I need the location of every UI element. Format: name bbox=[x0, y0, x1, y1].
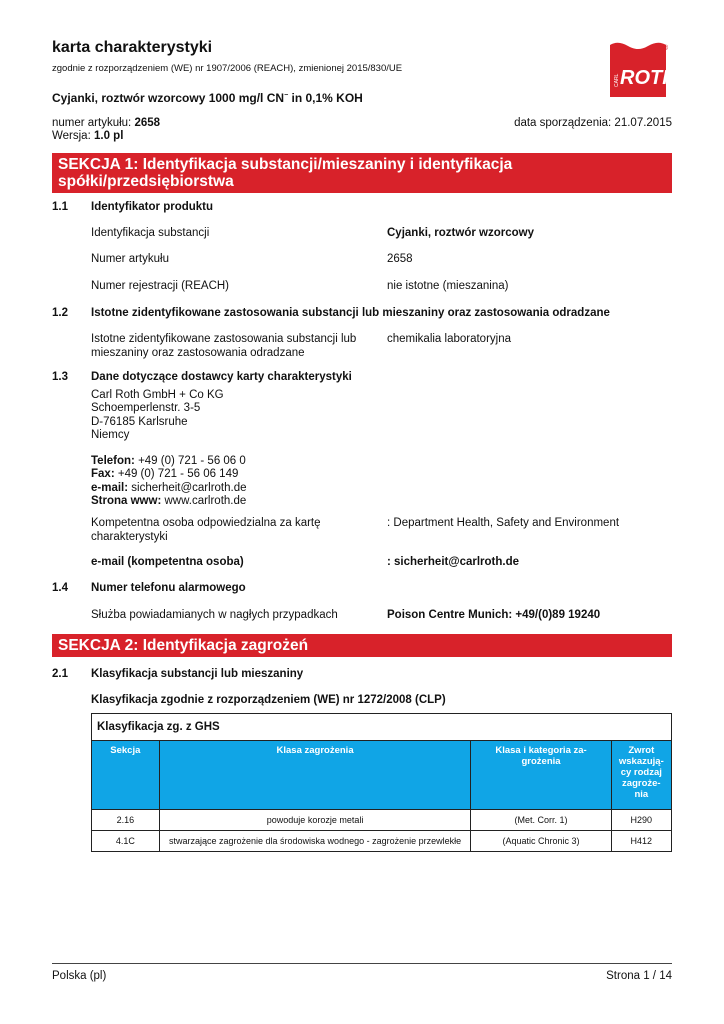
field-value-competent-person: : Department Health, Safety and Environment bbox=[387, 517, 620, 529]
footer-divider bbox=[52, 963, 672, 964]
ghs-table-title: Klasyfikacja zg. z GHS bbox=[92, 714, 672, 741]
field-label-article-number: Numer artykułu bbox=[91, 253, 169, 265]
product-name: Cyjanki, roztwór wzorcowy 1000 mg/l CN− in 0,1% KOH bbox=[52, 91, 363, 105]
field-value-uses: chemikalia laboratoryjna bbox=[387, 333, 512, 345]
cell-category: (Aquatic Chronic 3) bbox=[471, 831, 611, 852]
field-label-reach: Numer rejestracji (REACH) bbox=[91, 280, 230, 292]
column-header-statement: Zwrot wskazują- cy rodzaj zagroże- nia bbox=[611, 741, 671, 810]
field-value-reach: nie istotne (mieszanina) bbox=[387, 280, 509, 292]
carl-roth-logo bbox=[604, 40, 672, 97]
field-label-uses: Istotne zidentyfikowane zastosowania substancji lub mieszaniny oraz zastosowania odradzane bbox=[91, 333, 357, 359]
column-header-category: Klasa i kategoria za- grożenia bbox=[471, 741, 611, 810]
subsection-heading-1-2: Istotne zidentyfikowane zastosowania substancji lub mieszaniny oraz zastosowania odradzane bbox=[91, 307, 610, 319]
column-header-hazard-class: Klasa zagrożenia bbox=[159, 741, 471, 810]
table-row bbox=[92, 810, 672, 831]
column-header-section: Sekcja bbox=[92, 741, 160, 810]
phone-line: Telefon: +49 (0) 721 - 56 06 0 bbox=[91, 455, 246, 467]
cell-statement: H290 bbox=[611, 810, 671, 831]
registered-mark: ® bbox=[663, 45, 669, 52]
document-title: karta charakterystyki bbox=[52, 39, 213, 56]
article-number: numer artykułu: 2658 bbox=[52, 117, 161, 129]
cell-section: 2.16 bbox=[92, 810, 160, 831]
footer-page-number: Strona 1 / 14 bbox=[606, 970, 672, 982]
subsection-number-1-3: 1.3 bbox=[52, 371, 68, 383]
cell-section: 4.1C bbox=[92, 831, 160, 852]
cell-statement: H412 bbox=[611, 831, 671, 852]
subsection-number-1-2: 1.2 bbox=[52, 307, 68, 319]
field-value-emergency: Poison Centre Munich: +49/(0)89 19240 bbox=[387, 609, 601, 621]
email-line: e-mail: sicherheit@carlroth.de bbox=[91, 481, 247, 494]
logo-small-text: CARL bbox=[614, 73, 620, 87]
field-label-competent-person: Kompetentna osoba odpowiedzialna za kartę charakterystyki bbox=[91, 517, 321, 543]
ghs-classification-table bbox=[91, 713, 672, 852]
fax-line: Fax: +49 (0) 721 - 56 06 149 bbox=[91, 468, 239, 481]
section-2-header: SEKCJA 2: Identyfikacja zagrożeń bbox=[52, 634, 672, 657]
cell-hazard-class: powoduje korozje metali bbox=[159, 810, 471, 831]
website-line: Strona www: www.carlroth.de bbox=[91, 495, 247, 508]
creation-date: data sporządzenia: 21.07.2015 bbox=[514, 117, 672, 129]
document-subtitle: zgodnie z rozporządzeniem (WE) nr 1907/2006 (REACH), zmienionej 2015/830/UE bbox=[52, 63, 403, 74]
cell-hazard-class: stwarzające zagrożenie dla środowiska wodnego - zagrożenie przewlekłe bbox=[159, 831, 471, 852]
table-row bbox=[92, 831, 672, 852]
supplier-address: Carl Roth GmbH + Co KG Schoemperlenstr. 3-5 D-76185 Karlsruhe Niemcy bbox=[91, 389, 224, 442]
field-value-article-number: 2658 bbox=[387, 253, 413, 265]
field-value-substance-id: Cyjanki, roztwór wzorcowy bbox=[387, 227, 534, 239]
supplier-contacts bbox=[91, 455, 247, 509]
subsection-number-1-1: 1.1 bbox=[52, 201, 68, 213]
footer-language: Polska (pl) bbox=[52, 970, 107, 982]
field-label-substance-id: Identyfikacja substancji bbox=[91, 227, 210, 239]
cell-category: (Met. Corr. 1) bbox=[471, 810, 611, 831]
section-1-header: SEKCJA 1: Identyfikacja substancji/mieszaniny i identyfikacja spółki/przedsiębiorstwa bbox=[52, 153, 672, 193]
field-label-emergency: Służba powiadamianych w nagłych przypadkach bbox=[91, 609, 338, 621]
version: Wersja: 1.0 pl bbox=[52, 130, 124, 142]
field-label-competent-email: e-mail (kompetentna osoba) bbox=[91, 556, 244, 568]
subsection-number-1-4: 1.4 bbox=[52, 582, 68, 594]
field-value-competent-email: : sicherheit@carlroth.de bbox=[387, 556, 519, 568]
logo-text: ROTH bbox=[620, 67, 672, 89]
clp-subheading: Klasyfikacja zgodnie z rozporządzeniem (WE) nr 1272/2008 (CLP) bbox=[91, 694, 446, 706]
subsection-number-2-1: 2.1 bbox=[52, 668, 68, 680]
subsection-heading-1-4: Numer telefonu alarmowego bbox=[91, 582, 246, 594]
subsection-heading-2-1: Klasyfikacja substancji lub mieszaniny bbox=[91, 668, 304, 680]
subsection-heading-1-3: Dane dotyczące dostawcy karty charakterystyki bbox=[91, 371, 352, 383]
subsection-heading-1-1: Identyfikator produktu bbox=[91, 201, 214, 213]
